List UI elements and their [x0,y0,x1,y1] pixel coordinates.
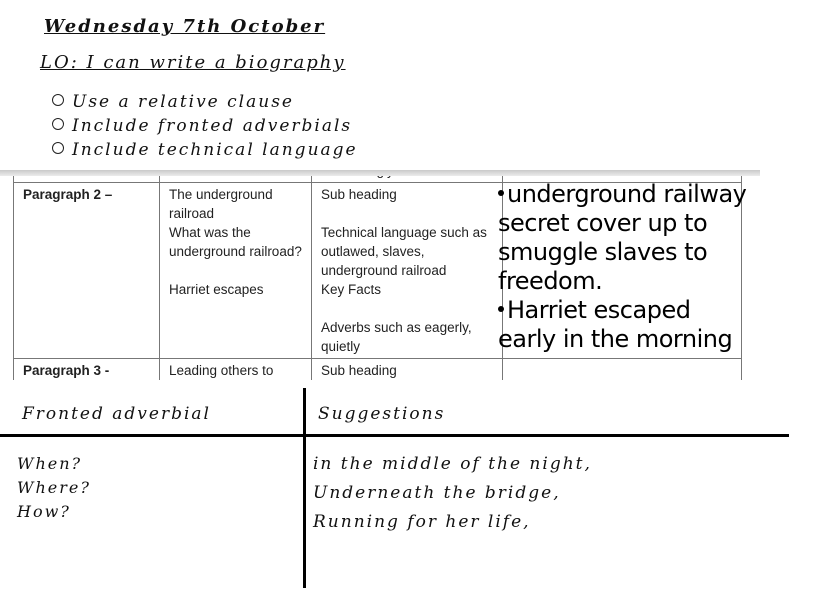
cell-line: Sub heading [321,187,397,202]
suggestion-item: Running for her life, [313,512,531,532]
criteria-text: Include fronted adverbials [72,116,353,136]
handwritten-line: early in the morning [498,325,733,353]
features-cell [312,183,503,359]
tchart-horizontal-line [0,434,789,437]
criteria-item [52,138,358,162]
suggestion-item: in the middle of the night, [313,454,592,474]
fronted-adverbial-heading: Fronted adverbial [22,404,211,424]
cell-line: Key Facts [321,282,382,297]
circle-bullet-icon [52,118,64,130]
table-row [14,359,742,381]
success-criteria-list [52,90,358,162]
date-heading: Wednesday 7th October [44,16,326,37]
handwritten-line: smuggle slaves to [498,238,708,266]
circle-bullet-icon [52,142,64,154]
cell-line: Harriet escapes [169,282,264,297]
bullet-dot-icon [498,306,504,312]
question-list [17,452,91,524]
cell-line: Adverbs such as eagerly, quietly [321,320,472,354]
criteria-item [52,90,358,114]
handwritten-line: Harriet escaped [498,296,798,325]
content-cell [160,359,312,381]
suggestion-list [313,450,592,537]
features-cell [312,359,503,381]
question-item: Where? [17,478,91,497]
handwritten-line: freedom. [498,267,603,295]
row-label: Paragraph 2 – [14,183,160,359]
criteria-text: Use a relative clause [72,92,294,112]
paste-edge-shadow [0,170,760,176]
cell-line: Leading others to [169,363,274,378]
handwritten-line: underground railway [498,180,798,209]
criteria-item [52,114,358,138]
cell-line: Technical language such as outlawed, slaves, underground railroad [321,225,487,278]
row-label: Paragraph 3 - [14,359,160,381]
learning-objective-heading: LO: I can write a biography [40,52,346,73]
handwritten-notes [498,180,798,354]
tchart-vertical-line [303,388,306,588]
suggestion-item: Underneath the bridge, [313,483,561,503]
cell-line: What was the underground railroad? [169,225,302,259]
cell-line: Sub heading [321,363,397,378]
criteria-text: Include technical language [72,140,358,160]
content-cell [160,183,312,359]
circle-bullet-icon [52,94,64,106]
question-item: When? [17,454,83,473]
bullet-dot-icon [498,190,504,196]
cell-line: The underground railroad [169,187,273,221]
handwritten-line: secret cover up to [498,209,708,237]
suggestions-heading: Suggestions [318,404,446,424]
question-item: How? [17,502,71,521]
